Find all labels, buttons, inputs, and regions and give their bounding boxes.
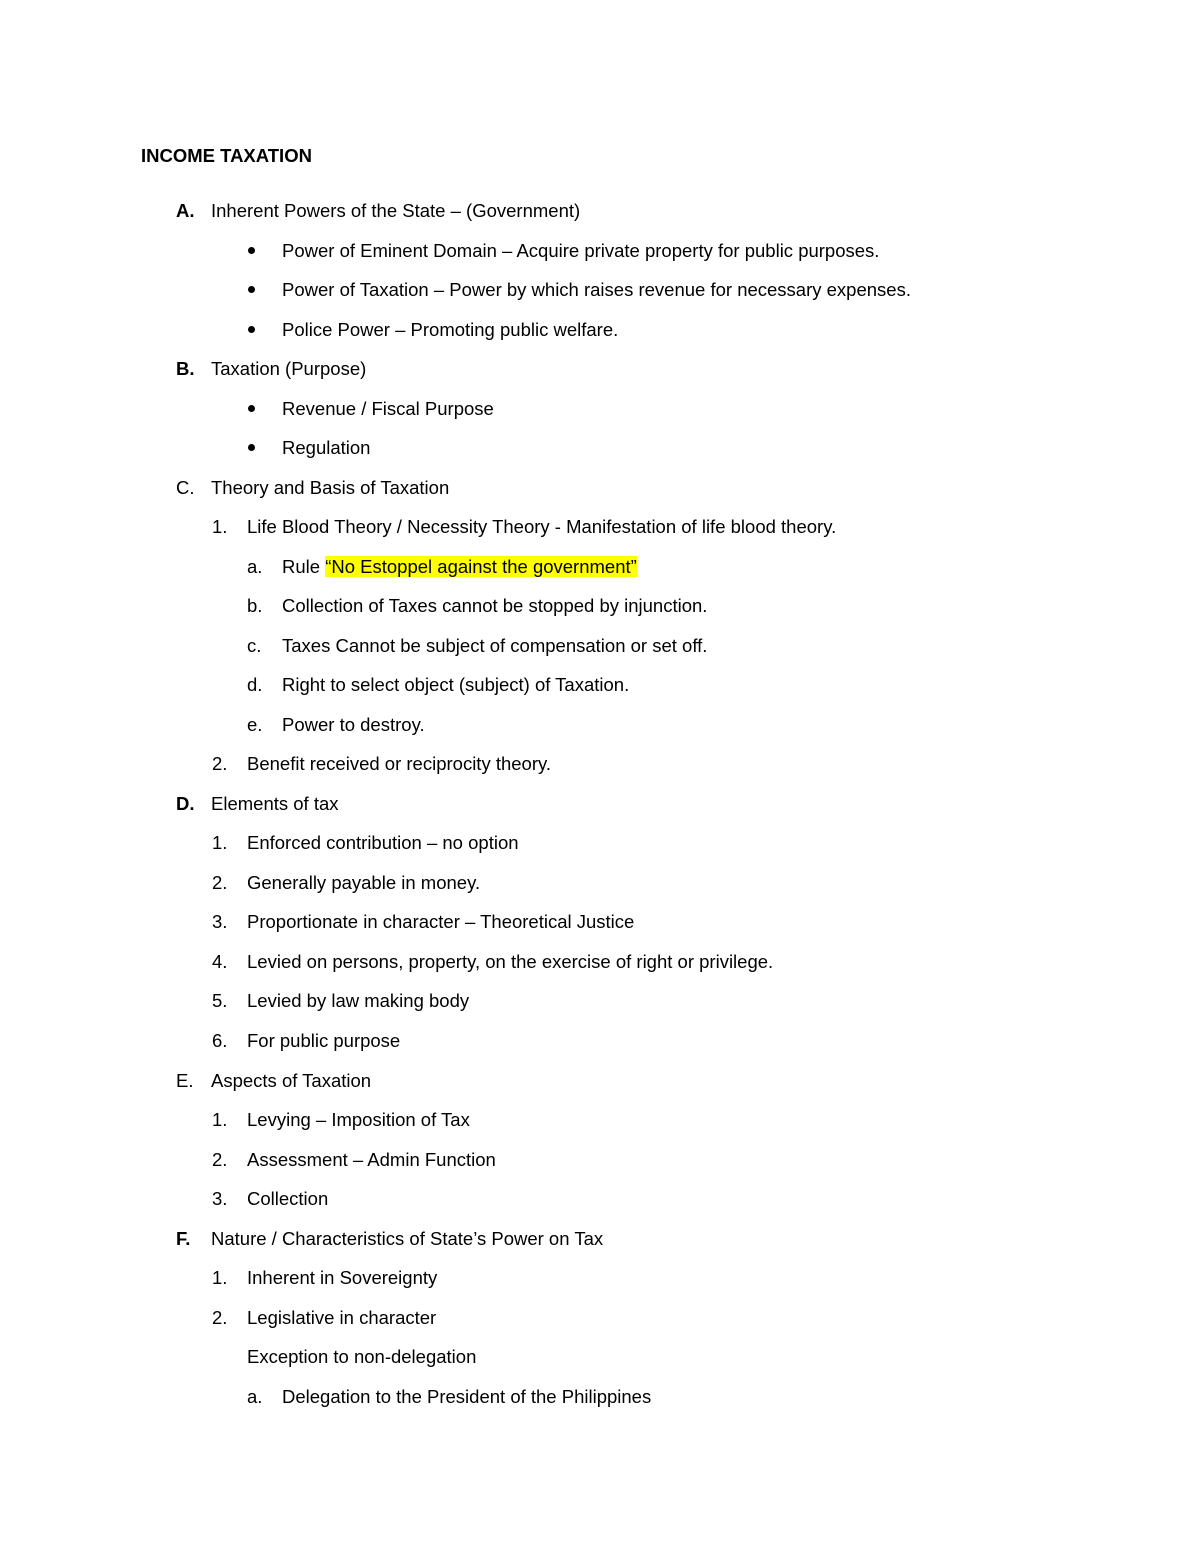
document-title: INCOME TAXATION <box>141 145 312 166</box>
section-c-subitem-c-marker: c. <box>247 635 262 656</box>
section-b-heading: Taxation (Purpose) <box>211 358 367 379</box>
section-f-item-2-marker: 2. <box>212 1307 228 1328</box>
section-d-item-2-marker: 2. <box>212 872 228 893</box>
section-f-item-1: Inherent in Sovereignty <box>247 1267 438 1288</box>
section-f-item-2: Legislative in character <box>247 1307 437 1328</box>
section-c-marker: C. <box>176 477 195 498</box>
bullet-icon <box>248 326 255 333</box>
section-e-heading: Aspects of Taxation <box>211 1070 372 1091</box>
section-c-subitem-b: Collection of Taxes cannot be stopped by injunction. <box>282 595 708 616</box>
section-a-bullet-1: Power of Eminent Domain – Acquire private property for public purposes. <box>282 240 880 261</box>
bullet-icon <box>248 444 255 451</box>
section-c-subitem-a-marker: a. <box>247 556 263 577</box>
section-c-subitem-e: Power to destroy. <box>282 714 425 735</box>
section-c-subitem-e-marker: e. <box>247 714 263 735</box>
section-a-bullet-3: Police Power – Promoting public welfare. <box>282 319 619 340</box>
section-d-item-5-marker: 5. <box>212 990 228 1011</box>
section-d-item-1-marker: 1. <box>212 832 228 853</box>
section-f-heading: Nature / Characteristics of State’s Power on Tax <box>211 1228 604 1249</box>
section-a-bullet-2: Power of Taxation – Power by which raises revenue for necessary expenses. <box>282 279 911 300</box>
bullet-icon <box>248 286 255 293</box>
section-c-item-2-marker: 2. <box>212 753 228 774</box>
section-d-item-6-marker: 6. <box>212 1030 228 1051</box>
rule-prefix: Rule <box>282 556 326 577</box>
section-e-item-1: Levying – Imposition of Tax <box>247 1109 470 1130</box>
section-c-item-1-marker: 1. <box>212 516 228 537</box>
section-d-marker: D. <box>176 793 195 814</box>
section-b-marker: B. <box>176 358 195 379</box>
section-f-item-1-marker: 1. <box>212 1267 228 1288</box>
bullet-icon <box>248 247 255 254</box>
section-c-item-1: Life Blood Theory / Necessity Theory - Manifestation of life blood theory. <box>247 516 837 537</box>
section-a-heading: Inherent Powers of the State – (Government) <box>211 200 581 221</box>
section-d-item-5: Levied by law making body <box>247 990 470 1011</box>
bullet-icon <box>248 405 255 412</box>
section-f-note: Exception to non-delegation <box>247 1346 477 1367</box>
section-e-item-3-marker: 3. <box>212 1188 228 1209</box>
highlighted-text: “No Estoppel against the government” <box>325 556 637 577</box>
section-d-item-3: Proportionate in character – Theoretical Justice <box>247 911 635 932</box>
section-d-heading: Elements of tax <box>211 793 339 814</box>
section-e-item-2-marker: 2. <box>212 1149 228 1170</box>
section-a-marker: A. <box>176 200 195 221</box>
section-e-item-1-marker: 1. <box>212 1109 228 1130</box>
section-b-bullet-2: Regulation <box>282 437 371 458</box>
section-c-subitem-c: Taxes Cannot be subject of compensation or set off. <box>282 635 708 656</box>
section-c-subitem-a <box>282 555 637 579</box>
section-d-item-1: Enforced contribution – no option <box>247 832 519 853</box>
section-b-bullet-1: Revenue / Fiscal Purpose <box>282 398 494 419</box>
section-d-item-4-marker: 4. <box>212 951 228 972</box>
section-c-heading: Theory and Basis of Taxation <box>211 477 450 498</box>
section-e-item-2: Assessment – Admin Function <box>247 1149 496 1170</box>
section-e-item-3: Collection <box>247 1188 329 1209</box>
section-f-subitem-a-marker: a. <box>247 1386 263 1407</box>
section-c-subitem-b-marker: b. <box>247 595 263 616</box>
section-d-item-2: Generally payable in money. <box>247 872 481 893</box>
section-d-item-4: Levied on persons, property, on the exercise of right or privilege. <box>247 951 774 972</box>
section-c-subitem-d-marker: d. <box>247 674 263 695</box>
section-c-item-2: Benefit received or reciprocity theory. <box>247 753 552 774</box>
section-e-marker: E. <box>176 1070 194 1091</box>
section-f-marker: F. <box>176 1228 191 1249</box>
section-f-subitem-a: Delegation to the President of the Philippines <box>282 1386 652 1407</box>
section-d-item-3-marker: 3. <box>212 911 228 932</box>
section-d-item-6: For public purpose <box>247 1030 401 1051</box>
section-c-subitem-d: Right to select object (subject) of Taxation. <box>282 674 630 695</box>
